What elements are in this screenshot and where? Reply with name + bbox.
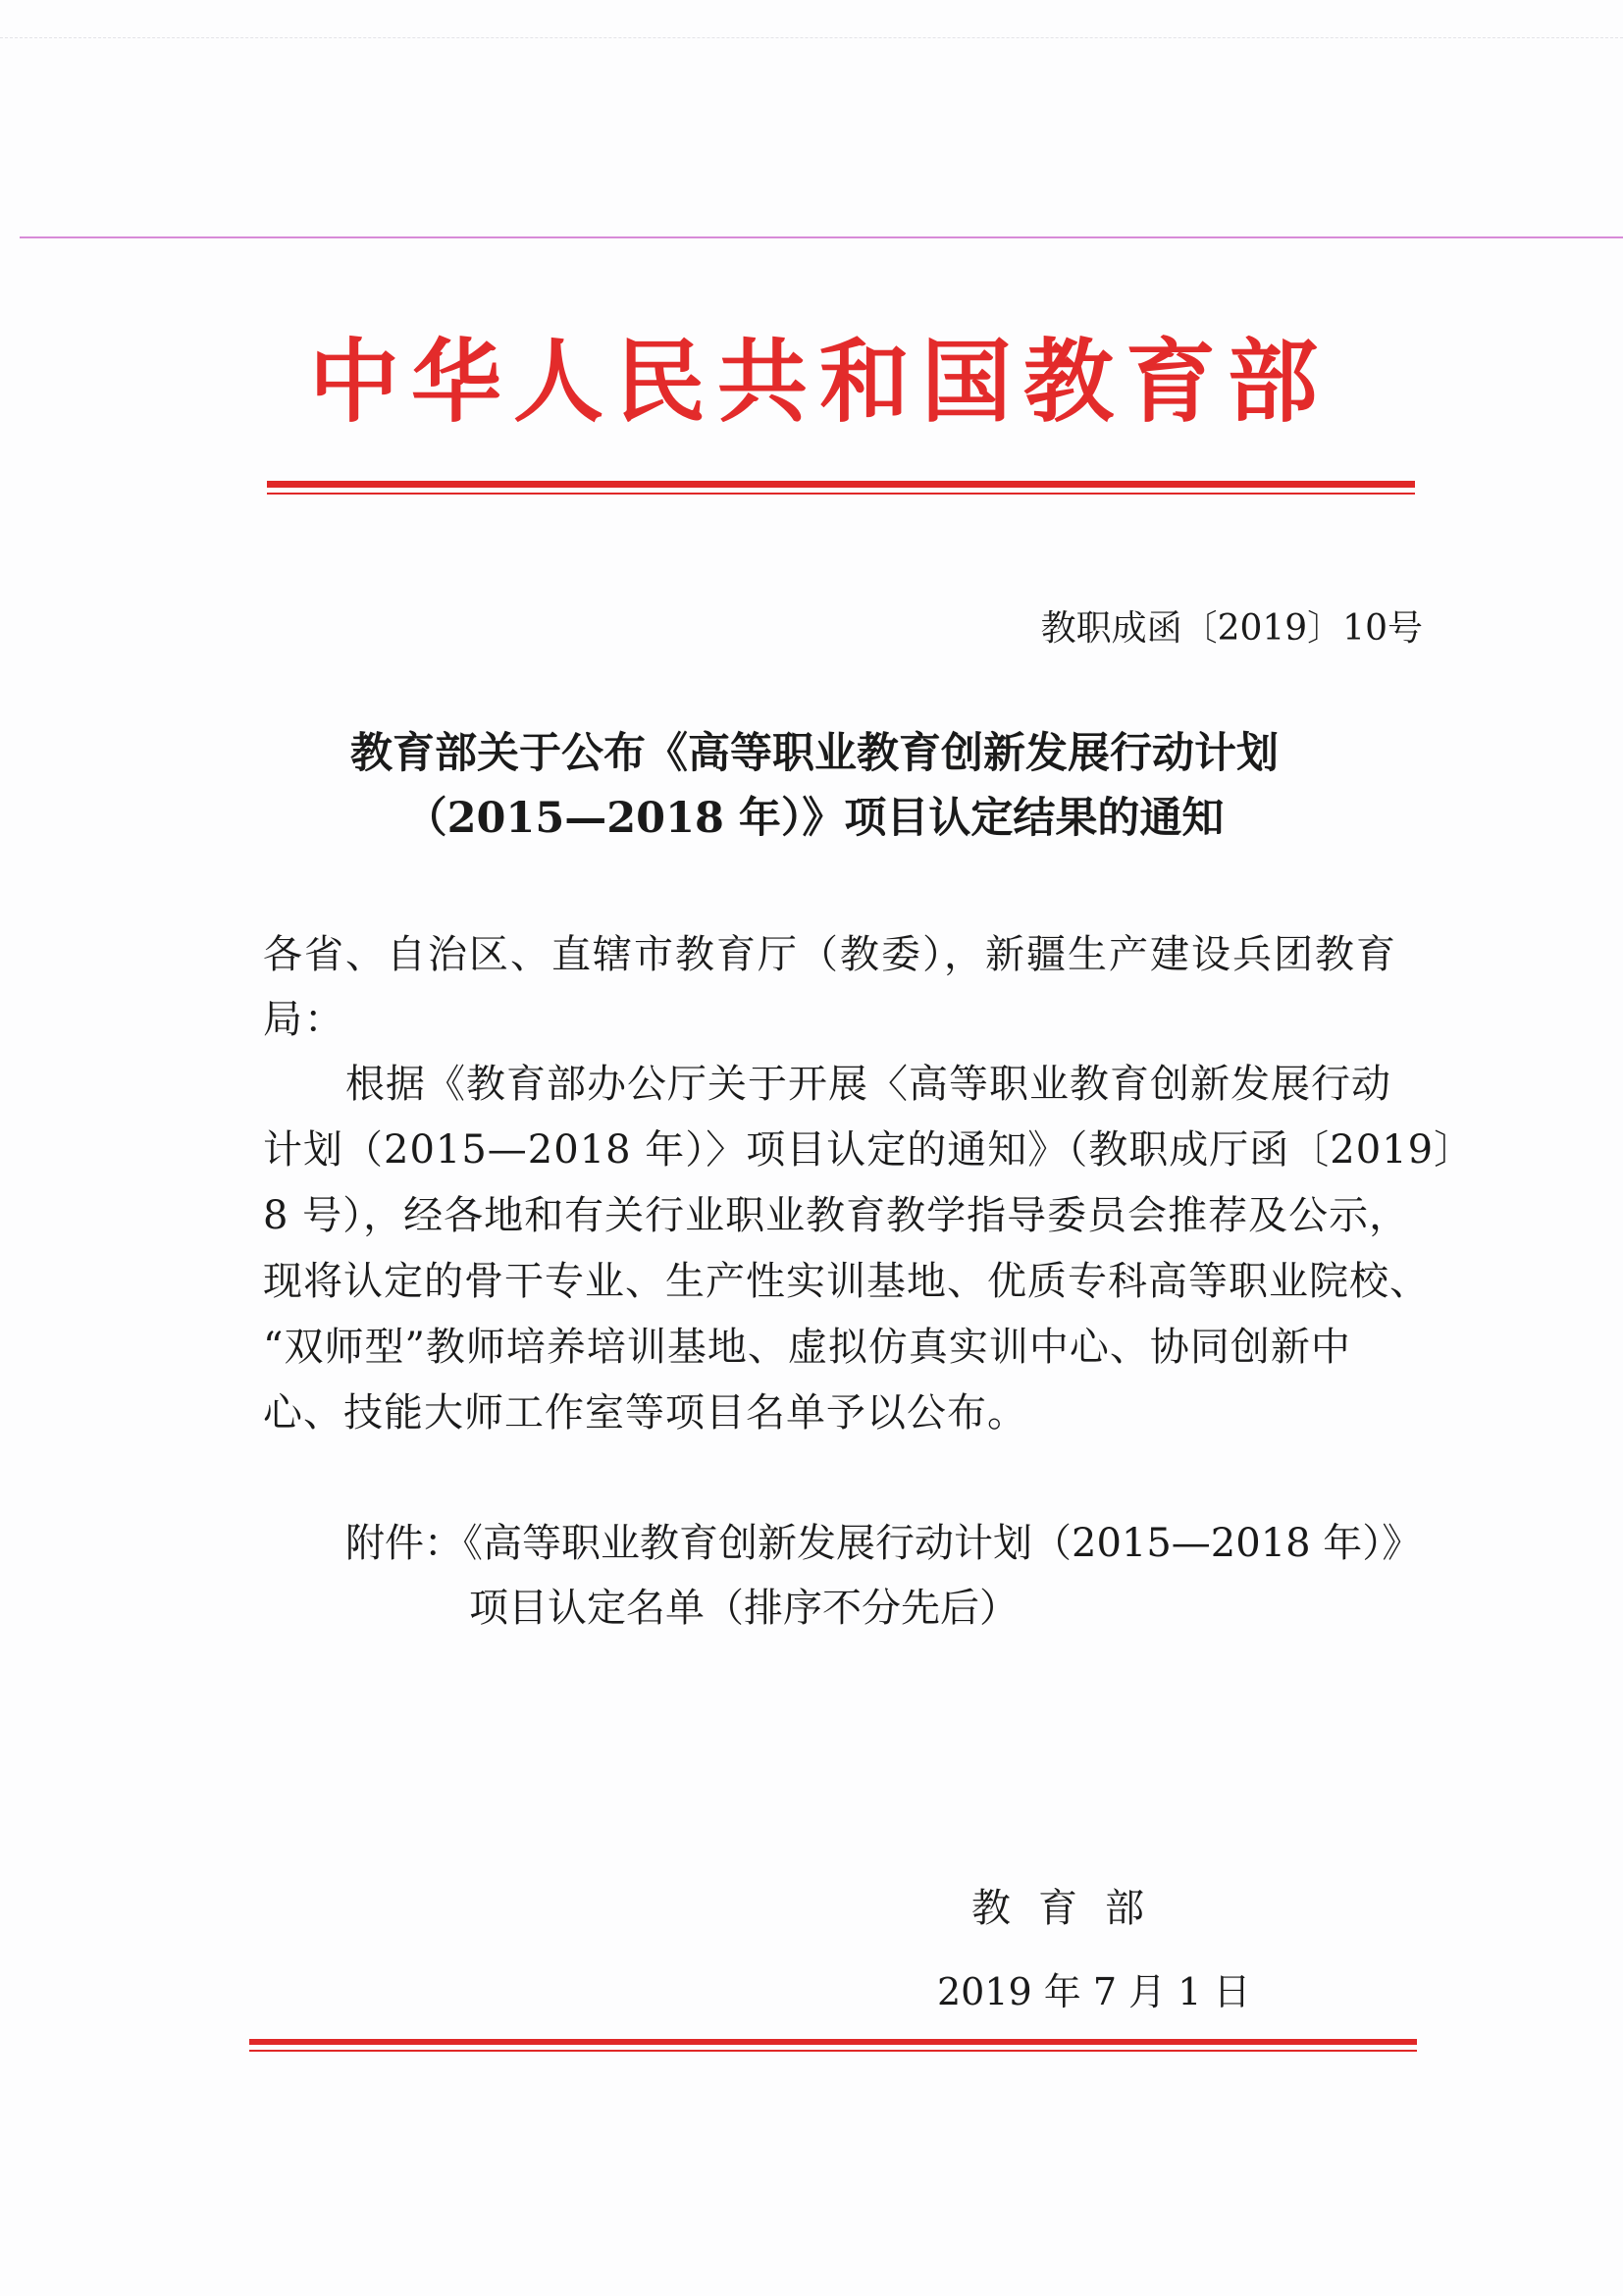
addressee: 各省、自治区、直辖市教育厅（教委），新疆生产建设兵团教育局： [263, 932, 1397, 1042]
attachment-line-1: 附件：《高等职业教育创新发展行动计划（2015—2018 年）》 [345, 1521, 1422, 1566]
body-line: 根据《教育部办公厅关于开展〈高等职业教育创新发展行动 [345, 1062, 1391, 1107]
body-paragraph [263, 1052, 1475, 1446]
document-title-line-1: 教育部关于公布《高等职业教育创新发展行动计划 [350, 729, 1279, 778]
body-line: 8 号），经各地和有关行业职业教育教学指导委员会推荐及公示， [263, 1193, 1410, 1238]
body-line: 现将认定的骨干专业、生产性实训基地、优质专科高等职业院校、 [263, 1259, 1430, 1304]
footer-red-rule-thin [249, 2050, 1417, 2052]
attachment-note [345, 1511, 1444, 1641]
body-line: “双师型”教师培养培训基地、虚拟仿真实训中心、协同创新中 [263, 1325, 1351, 1370]
ministry-header-title: 中华人民共和国教育部 [308, 330, 1330, 435]
top-margin-line [20, 236, 1623, 238]
body-line: 计划（2015—2018 年）〉项目认定的通知》（教职成厅函〔2019〕 [263, 1127, 1475, 1173]
body-line: 心、技能大师工作室等项目名单予以公布。 [263, 1390, 1027, 1435]
header-red-rule-thick [267, 481, 1415, 488]
attachment-line-2: 项目认定名单（排序不分先后） [469, 1586, 1019, 1631]
header-red-rule-thin [267, 493, 1415, 495]
footer-red-rule-thick [249, 2039, 1417, 2045]
scan-top-edge [0, 0, 1623, 38]
issue-date: 2019 年 7 月 1 日 [937, 1970, 1251, 2013]
document-number: 教职成函〔2019〕10号 [1040, 608, 1423, 649]
issuer-signature: 教育部 [971, 1886, 1172, 1931]
document-title-line-2: （2015—2018 年）》项目认定结果的通知 [404, 794, 1225, 843]
document-title [245, 721, 1384, 851]
